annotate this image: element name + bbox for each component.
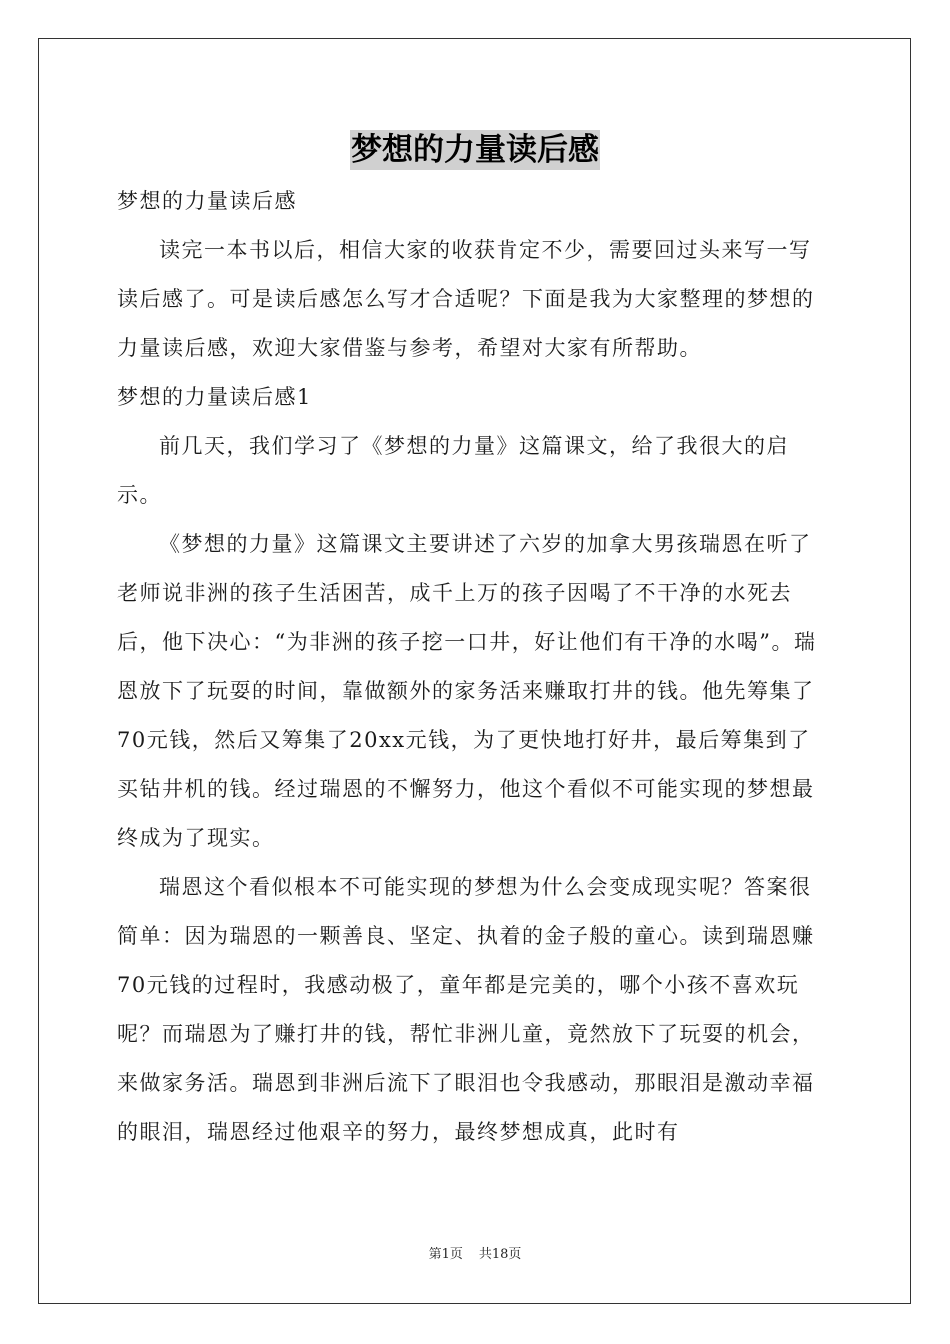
body-paragraph: 瑞恩这个看似根本不可能实现的梦想为什么会变成现实呢？答案很简单：因为瑞恩的一颗善良、坚定、执着的金子般的童心。读到瑞恩赚70元钱的过程时，我感动极了，童年都是完美的，哪个小孩不喜欢玩呢？而瑞恩为了赚打井的钱，帮忙非洲儿童，竟然放下了玩耍的机会，来做家务活。瑞恩到非洲后流下了眼泪也令我感动，那眼泪是激动幸福的眼泪，瑞恩经过他艰辛的努力，最终梦想成真，此时有 [117,875,815,1144]
document-title [0,128,950,170]
section-heading-1: 梦想的力量读后感1 [117,385,312,409]
page-total: 共18页 [478,1247,522,1262]
intro-paragraph: 读完一本书以后，相信大家的收获肯定不少，需要回过头来写一写读后感了。可是读后感怎么写才合适呢？下面是我为大家整理的梦想的力量读后感，欢迎大家借鉴与参考，希望对大家有所帮助。 [117,238,815,360]
document-title-text: 梦想的力量读后感 [351,132,599,168]
page-footer [0,1246,950,1264]
document-body [117,177,833,1157]
page-number: 第1页 [428,1247,463,1262]
body-paragraph: 前几天，我们学习了《梦想的力量》这篇课文，给了我很大的启示。 [117,434,789,507]
intro-heading: 梦想的力量读后感 [117,189,297,213]
body-paragraph: 《梦想的力量》这篇课文主要讲述了六岁的加拿大男孩瑞恩在听了老师说非洲的孩子生活困苦，成千上万的孩子因喝了不干净的水死去后，他下决心：“为非洲的孩子挖一口井，好让他们有干净的水喝”。瑞恩放下了玩耍的时间，靠做额外的家务活来赚取打井的钱。他先筹集了70元钱，然后又筹集了20xx元钱，为了更快地打好井，最后筹集到了买钻井机的钱。经过瑞恩的不懈努力，他这个看似不可能实现的梦想最终成为了现实。 [117,532,817,850]
